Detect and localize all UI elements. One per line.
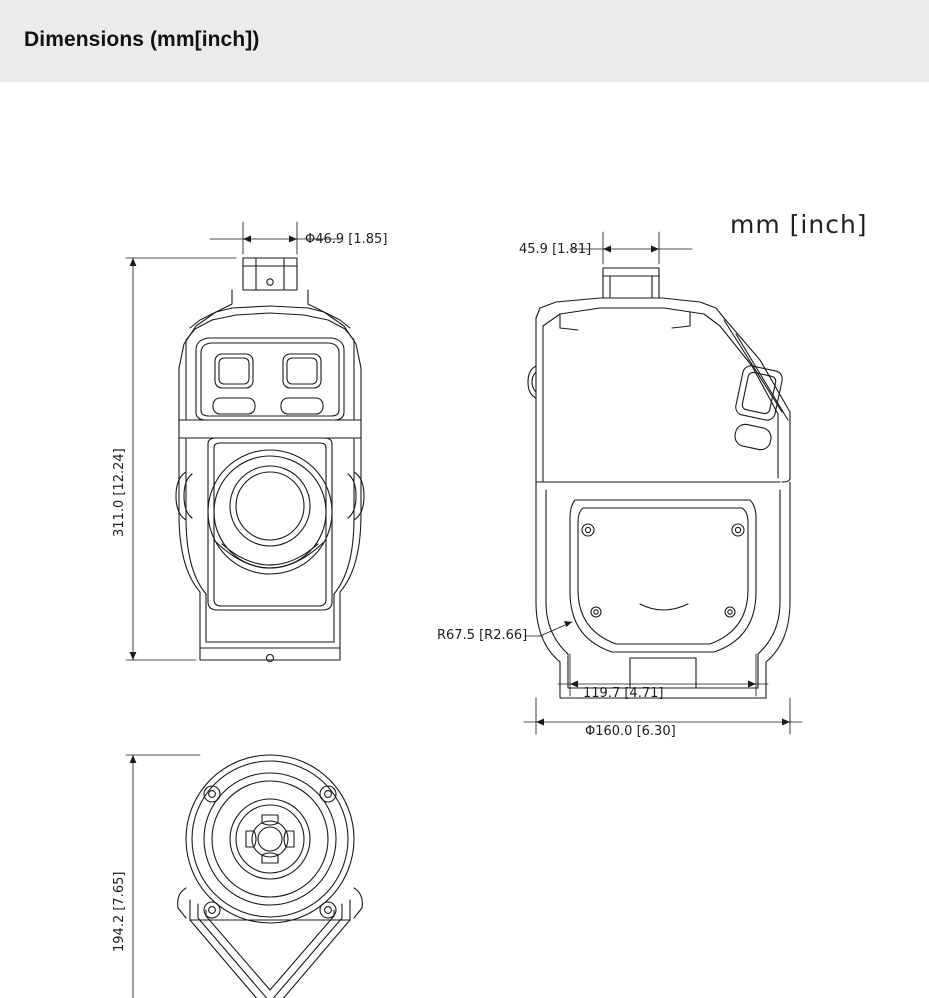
bottom-view-outline bbox=[178, 755, 363, 998]
side-top-width-label: 45.9 [1.81] bbox=[519, 242, 592, 257]
front-top-diameter-label: Φ46.9 [1.85] bbox=[305, 232, 388, 247]
bottom-depth-label: 194.2 [7.65] bbox=[112, 871, 127, 952]
front-view-dimension-lines bbox=[126, 222, 340, 660]
side-view-dimension-lines bbox=[524, 232, 802, 734]
side-base-diameter-label: Φ160.0 [6.30] bbox=[585, 724, 676, 739]
unit-note-label: mm [inch] bbox=[730, 210, 868, 239]
side-radius-label: R67.5 [R2.66] bbox=[437, 628, 528, 643]
front-height-label: 311.0 [12.24] bbox=[112, 448, 127, 537]
side-inner-width-label: 119.7 [4.71] bbox=[583, 686, 664, 701]
side-view-outline bbox=[528, 268, 790, 698]
dimension-drawing-canvas bbox=[0, 82, 929, 998]
page-title: Dimensions (mm[inch]) bbox=[24, 28, 260, 51]
header-bar bbox=[0, 0, 929, 82]
front-view-outline bbox=[176, 258, 364, 662]
